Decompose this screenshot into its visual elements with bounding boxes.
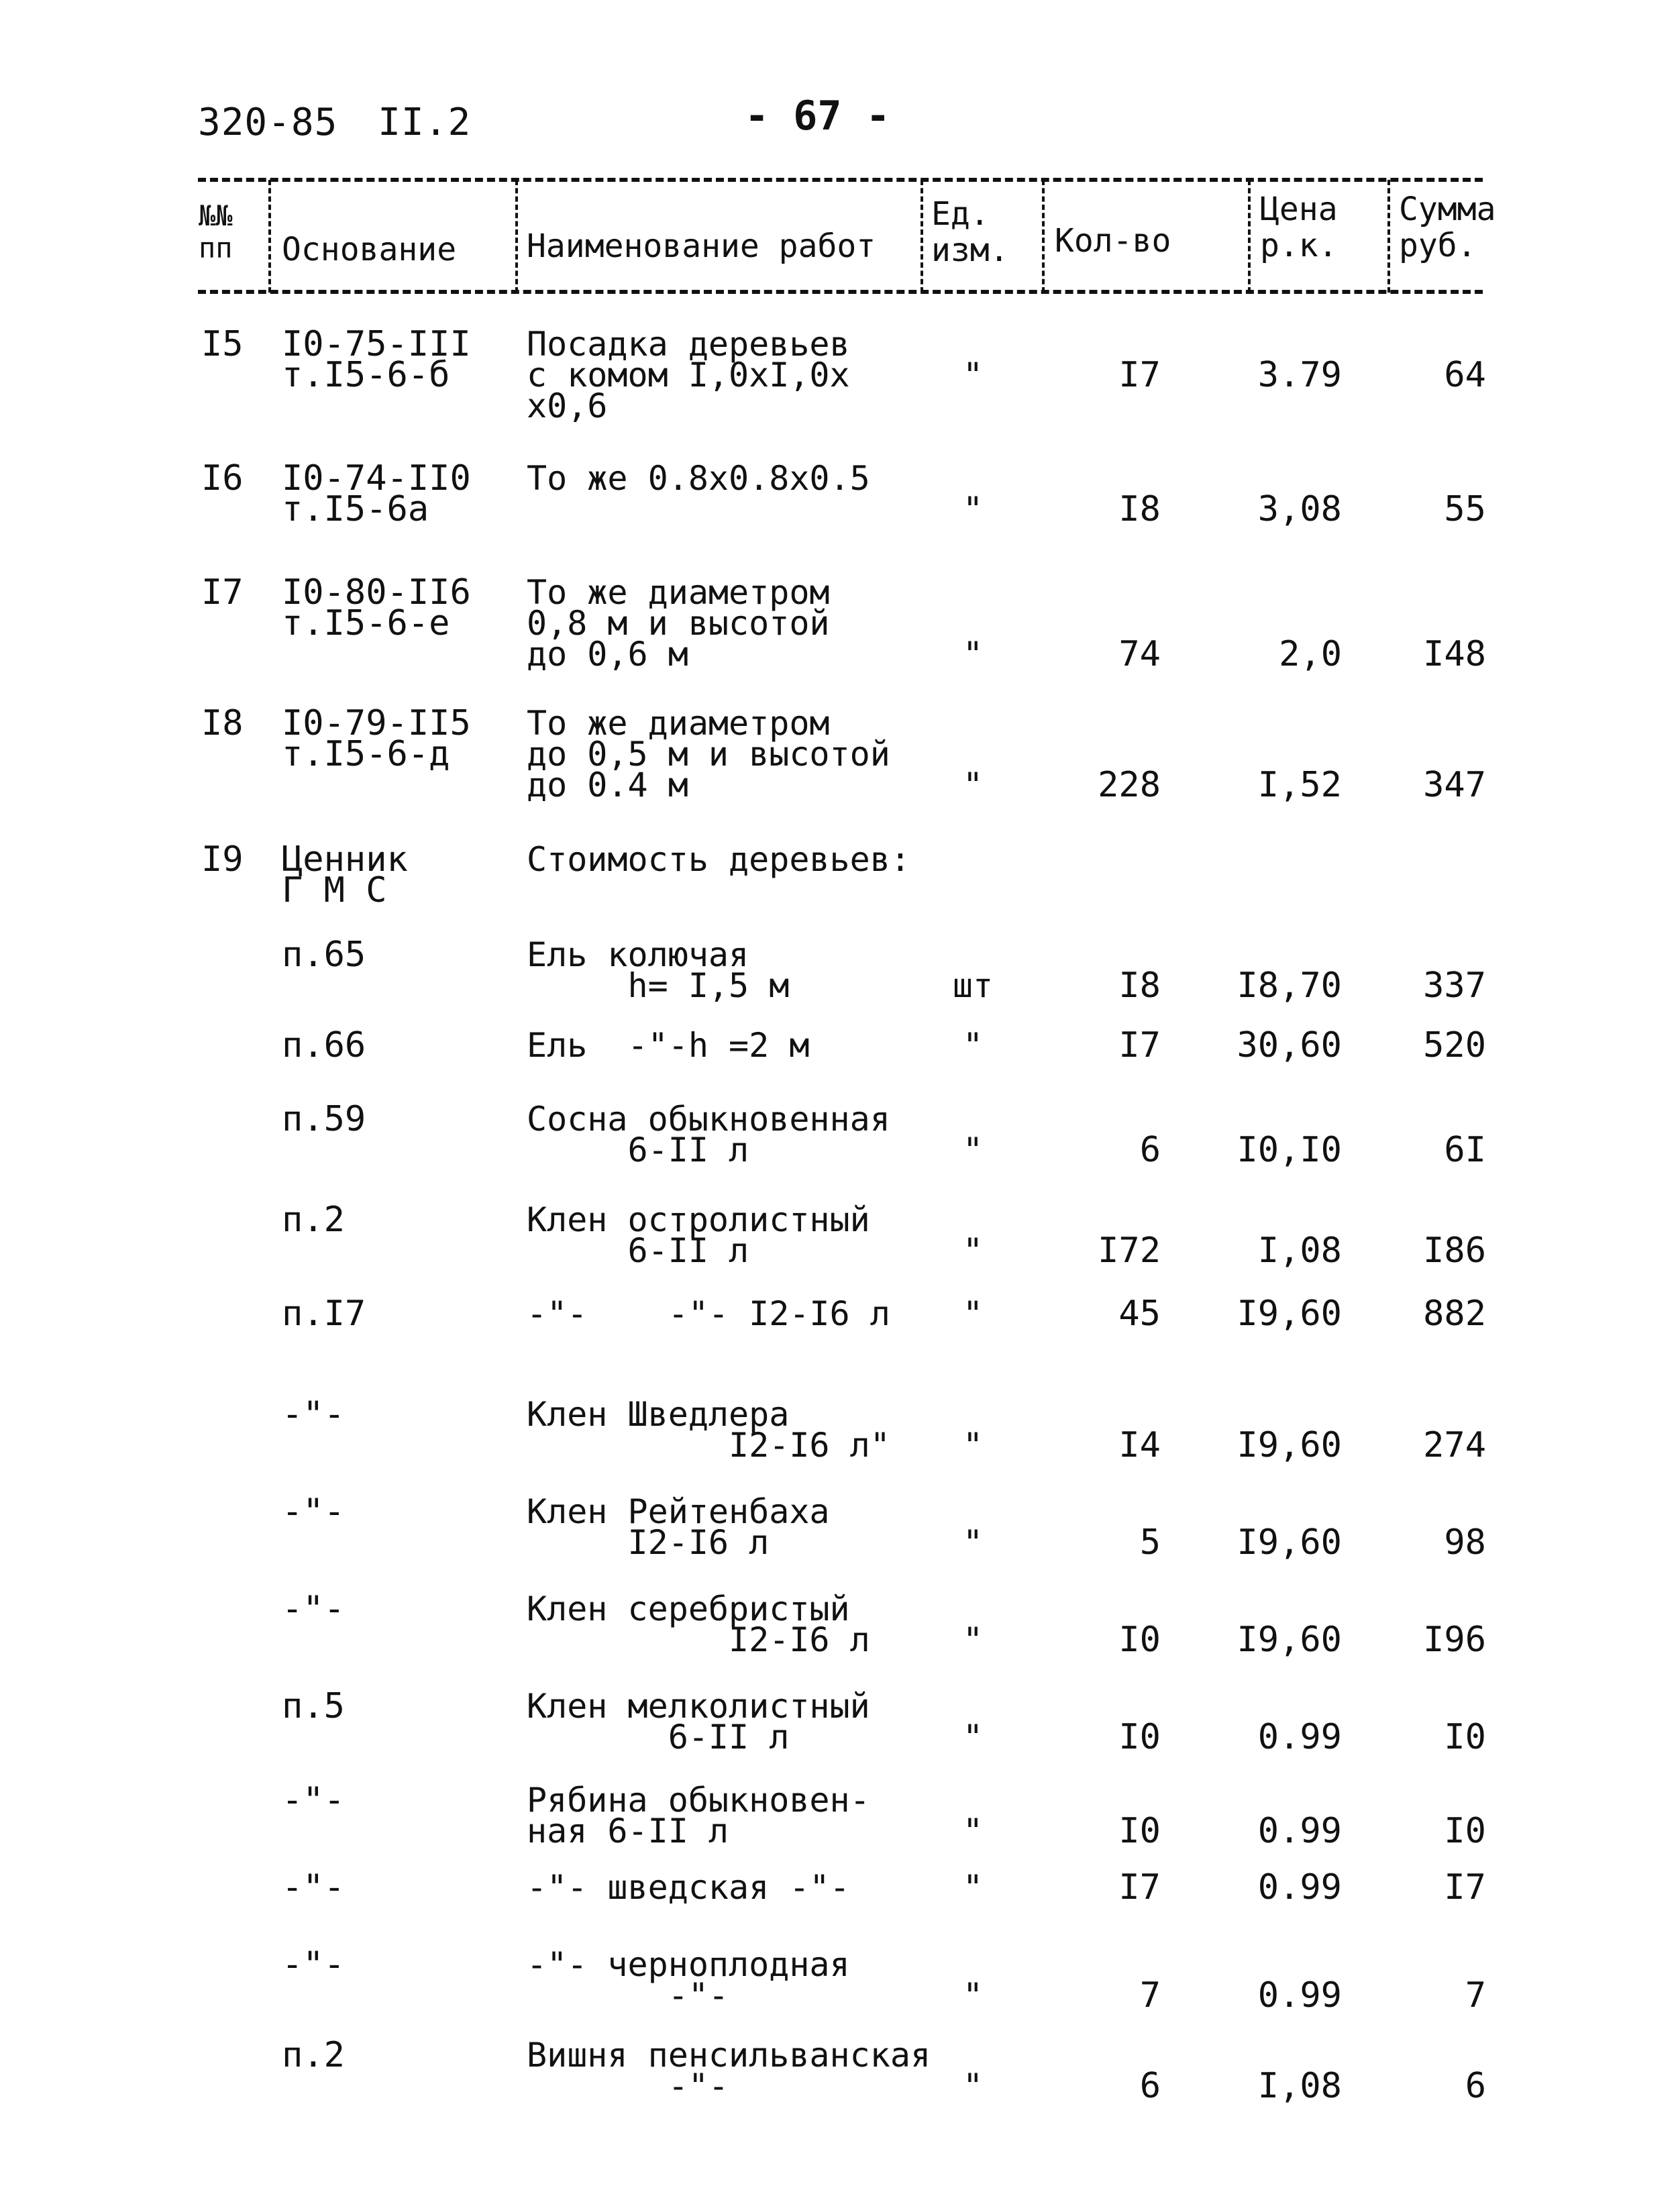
row-number: I8 [201, 703, 244, 743]
row-qty: I8 [1118, 966, 1161, 1006]
row-qty: 6 [1139, 1130, 1161, 1170]
row-name: Посадка деревьев с комом I,0xI,0x x0,6 [527, 325, 850, 425]
row-unit: " [962, 1231, 984, 1270]
row-sum: 520 [1423, 1025, 1486, 1065]
row-basis: -"- [282, 1944, 345, 1985]
row-price: I9,60 [1237, 1425, 1342, 1465]
row-unit: " [962, 766, 984, 804]
row-name: То же 0.8x0.8x0.5 [527, 459, 870, 498]
row-price: 30,60 [1237, 1025, 1342, 1065]
row-unit: " [962, 1620, 984, 1659]
col-divider [515, 180, 518, 293]
row-basis: п.65 [282, 935, 366, 975]
row-price: 2,0 [1279, 634, 1342, 674]
row-name: -"- -"- I2-I6 л [527, 1294, 890, 1333]
row-unit: " [962, 1523, 984, 1562]
row-sum: I86 [1423, 1231, 1486, 1271]
row-price: 0.99 [1257, 1975, 1342, 2016]
row-price: I,52 [1257, 765, 1342, 805]
col-divider [1248, 180, 1251, 293]
row-sum: 347 [1423, 765, 1486, 805]
row-name: -"- черноплодная -"- [527, 1945, 850, 2015]
row-sum: I48 [1423, 634, 1486, 674]
col-divider [1387, 180, 1390, 293]
row-qty: 74 [1118, 634, 1161, 674]
row-basis: п.2 [282, 2035, 345, 2075]
row-qty: I7 [1118, 1867, 1161, 1908]
row-sum: 98 [1444, 1522, 1486, 1563]
row-unit: " [962, 1026, 984, 1065]
row-unit: " [962, 1976, 984, 2015]
row-price: 0.99 [1257, 1811, 1342, 1851]
row-number: I7 [201, 572, 244, 613]
row-sum: 64 [1444, 355, 1486, 395]
row-sum: 337 [1423, 966, 1486, 1006]
row-basis: п.2 [282, 1200, 345, 1240]
row-unit: " [962, 1131, 984, 1169]
row-sum: I7 [1444, 1867, 1486, 1908]
row-name: Клен мелколистный 6-II л [527, 1687, 870, 1757]
row-price: I8,70 [1237, 966, 1342, 1006]
column-header-name: Наименование работ [527, 227, 876, 265]
row-qty: 6 [1139, 2066, 1161, 2106]
row-sum: 6 [1465, 2066, 1486, 2106]
row-number: I5 [201, 324, 244, 364]
row-price: I9,60 [1237, 1620, 1342, 1660]
header-top-rule [198, 178, 1483, 182]
column-header-qty: Кол-во [1055, 222, 1171, 260]
row-sum: I0 [1444, 1811, 1486, 1851]
row-sum: 6I [1444, 1130, 1486, 1170]
column-header-price: Цена р.к. [1260, 191, 1338, 264]
row-name: Клен Шведлера I2-I6 л" [527, 1395, 890, 1465]
row-qty: I4 [1118, 1425, 1161, 1465]
row-basis: -"- [282, 1780, 345, 1820]
col-divider [268, 180, 271, 293]
row-qty: 228 [1098, 765, 1161, 805]
col-divider [1042, 180, 1045, 293]
row-unit: " [962, 490, 984, 529]
row-basis: п.66 [282, 1025, 366, 1065]
row-unit: " [962, 1718, 984, 1757]
row-unit: " [962, 356, 984, 395]
row-sum: 882 [1423, 1294, 1486, 1334]
row-basis: Ценник Г М С [282, 839, 408, 910]
row-name: Ель колючая h= I,5 м [527, 935, 790, 1005]
row-unit: " [962, 2067, 984, 2105]
document-code [198, 101, 471, 144]
row-sum: 274 [1423, 1425, 1486, 1465]
row-basis: -"- [282, 1589, 345, 1629]
row-qty: I8 [1118, 489, 1161, 529]
row-number: I6 [201, 458, 244, 499]
header-bottom-rule [198, 290, 1483, 294]
row-price: 3.79 [1257, 355, 1342, 395]
row-basis: п.I7 [282, 1294, 366, 1334]
row-qty: I7 [1118, 355, 1161, 395]
row-price: 0.99 [1257, 1867, 1342, 1908]
row-name: -"- шведская -"- [527, 1868, 850, 1907]
row-qty: I72 [1098, 1231, 1161, 1271]
row-price: 3,08 [1257, 489, 1342, 529]
row-name: Вишня пенсильванская -"- [527, 2036, 931, 2105]
row-price: I9,60 [1237, 1522, 1342, 1563]
row-price: 0.99 [1257, 1717, 1342, 1757]
row-name: То же диаметром до 0,5 м и высотой до 0.4 м [527, 704, 890, 804]
code-primary: 320-85 [198, 101, 338, 144]
col-divider [921, 180, 923, 293]
row-price: I,08 [1257, 2066, 1342, 2106]
row-qty: 7 [1139, 1975, 1161, 2016]
row-price: I0,I0 [1237, 1130, 1342, 1170]
row-sum: 7 [1465, 1975, 1486, 2016]
column-header-no: №№ пп [199, 199, 233, 264]
row-sum: I0 [1444, 1717, 1486, 1757]
row-name: Клен серебристый I2-I6 л [527, 1590, 870, 1659]
row-sum: 55 [1444, 489, 1486, 529]
row-basis: -"- [282, 1394, 345, 1435]
row-unit: " [962, 1426, 984, 1465]
row-price: I9,60 [1237, 1294, 1342, 1334]
row-qty: I0 [1118, 1811, 1161, 1851]
row-sum: I96 [1423, 1620, 1486, 1660]
row-name: Сосна обыкновенная 6-II л [527, 1100, 890, 1169]
row-qty: 5 [1139, 1522, 1161, 1563]
row-basis: -"- [282, 1492, 345, 1532]
row-basis: п.59 [282, 1099, 366, 1139]
row-basis: -"- [282, 1867, 345, 1908]
row-qty: I0 [1118, 1717, 1161, 1757]
column-header-basis: Основание [282, 231, 457, 268]
row-qty: I7 [1118, 1025, 1161, 1065]
row-name: Рябина обыкновен- ная 6-II л [527, 1781, 870, 1851]
page-number: - 67 - [745, 93, 890, 140]
row-basis: I0-75-III т.I5-6-б [282, 324, 471, 395]
row-name: Ель -"-h =2 м [527, 1026, 810, 1065]
code-secondary: II.2 [378, 101, 472, 144]
row-basis: I0-79-II5 т.I5-6-д [282, 703, 471, 774]
row-name: То же диаметром 0,8 м и высотой до 0,6 м [527, 573, 830, 674]
row-price: I,08 [1257, 1231, 1342, 1271]
row-unit: " [962, 1812, 984, 1851]
row-basis: п.5 [282, 1686, 345, 1726]
row-unit: " [962, 635, 984, 674]
row-unit: " [962, 1868, 984, 1907]
row-qty: I0 [1118, 1620, 1161, 1660]
row-name: Клен остролистный 6-II л [527, 1200, 870, 1270]
column-header-sum: Сумма руб. [1399, 191, 1496, 264]
row-unit: " [962, 1294, 984, 1333]
row-name: Клен Рейтенбаха I2-I6 л [527, 1492, 830, 1562]
row-basis: I0-80-II6 т.I5-6-е [282, 572, 471, 643]
row-number: I9 [201, 839, 244, 880]
row-name: Стоимость деревьев: [527, 840, 910, 879]
row-basis: I0-74-II0 т.I5-6а [282, 458, 471, 529]
column-header-unit: Ед. изм. [931, 195, 1009, 269]
row-unit: шт [952, 966, 994, 1005]
row-qty: 45 [1118, 1294, 1161, 1334]
